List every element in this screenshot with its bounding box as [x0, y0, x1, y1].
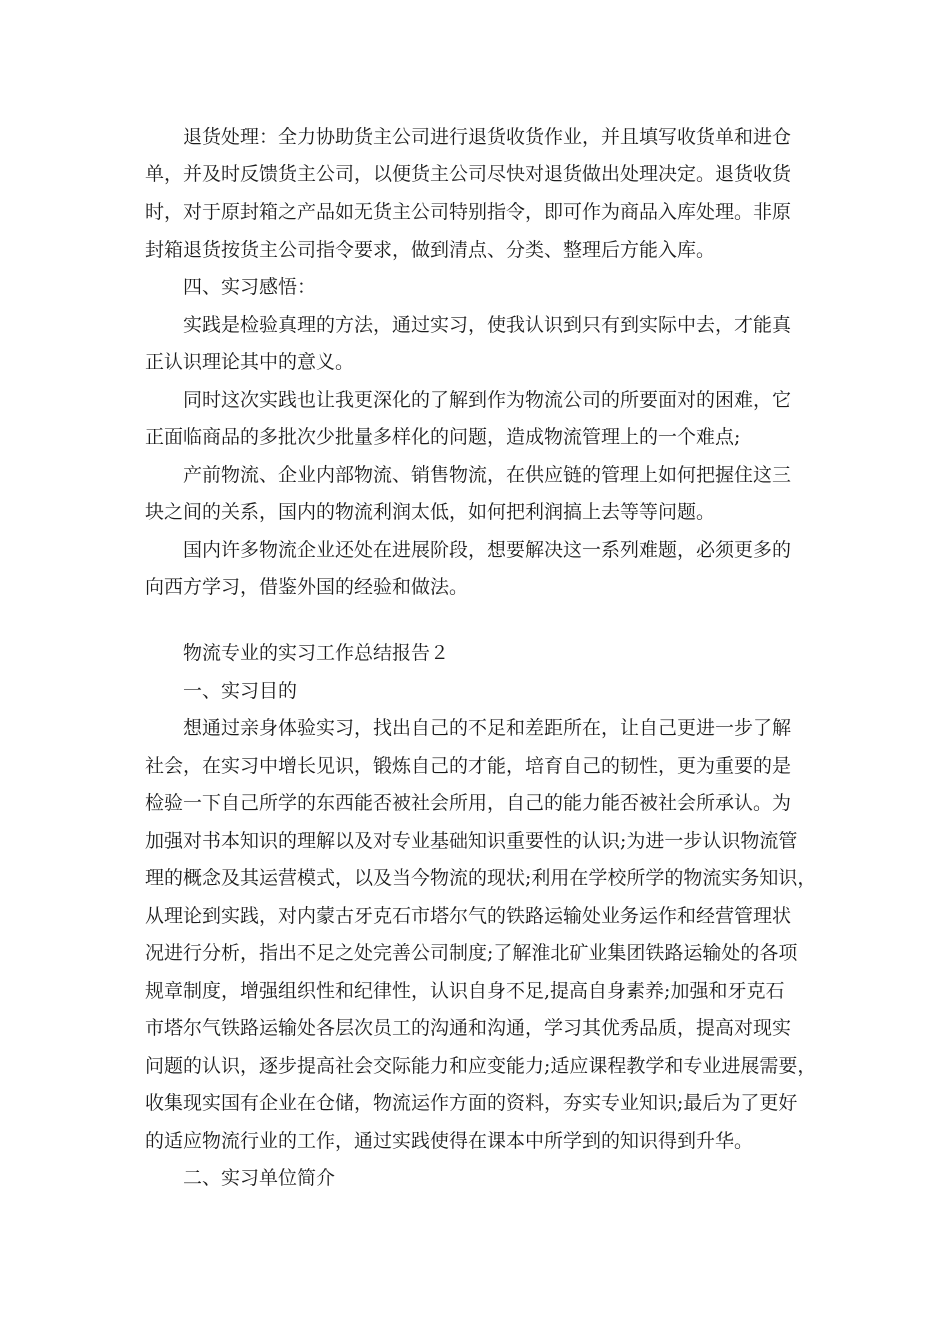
paragraph-difficulties: 同时这次实践也让我更深化的了解到作为物流公司的所要面对的困难，它: [183, 389, 792, 411]
paragraph-purpose: 想通过亲身体验实习，找出自己的不足和差距所在，让自己更进一步了解: [183, 717, 792, 739]
paragraph-return-processing: 退货处理：全力协助货主公司进行退货收货作业，并且填写收货单和进仓: [183, 126, 792, 148]
text-line: 的适应物流行业的工作，通过实践使得在课本中所学到的知识得到升华。: [145, 1130, 754, 1152]
text-line: 规章制度，增强组织性和纪律性，认识自身不足,提高自身素养;加强和牙克石: [145, 980, 785, 1002]
text-line: 加强对书本知识的理解以及对专业基础知识重要性的认识;为进一步认识物流管: [145, 830, 798, 852]
text-line: 社会，在实习中增长见识，锻炼自己的才能，培育自己的韧性，更为重要的是: [145, 755, 792, 777]
text-line: 时，对于原封箱之产品如无货主公司特别指令，即可作为商品入库处理。非原: [145, 201, 792, 223]
text-line: 从理论到实践，对内蒙古牙克石市塔尔气的铁路运输处业务运作和经营管理状: [145, 905, 792, 927]
text-line: 向西方学习，借鉴外国的经验和做法。: [145, 576, 469, 598]
paragraph-logistics-chain: 产前物流、企业内部物流、销售物流，在供应链的管理上如何把握住这三: [183, 464, 792, 486]
text-line: 检验一下自己所学的东西能否被社会所用，自己的能力能否被社会所承认。为: [145, 792, 792, 814]
section-heading-unit-intro: 二、实习单位简介: [183, 1167, 336, 1189]
text-line: 收集现实国有企业在仓储，物流运作方面的资料，夯实专业知识;最后为了更好: [145, 1092, 798, 1114]
text-line: 况进行分析，指出不足之处完善公司制度;了解淮北矿业集团铁路运输处的各项: [145, 942, 798, 964]
section-heading-purpose: 一、实习目的: [183, 680, 298, 702]
text-line: 问题的认识，逐步提高社会交际能力和应变能力;适应课程教学和专业进展需要，: [145, 1055, 817, 1077]
section-heading-internship-reflection: 四、实习感悟：: [183, 276, 317, 298]
paragraph-domestic-enterprises: 国内许多物流企业还处在进展阶段，想要解决这一系列难题，必须更多的: [183, 539, 792, 561]
text-line: 块之间的关系，国内的物流利润太低，如何把利润搞上去等等问题。: [145, 501, 716, 523]
report-title: 物流专业的实习工作总结报告２: [183, 642, 450, 664]
text-line: 正面临商品的多批次少批量多样化的问题，造成物流管理上的一个难点;: [145, 426, 741, 448]
text-line: 正认识理论其中的意义。: [145, 351, 355, 373]
paragraph-practice: 实践是检验真理的方法，通过实习，使我认识到只有到实际中去，才能真: [183, 314, 792, 336]
text-line: 市塔尔气铁路运输处各层次员工的沟通和沟通，学习其优秀品质，提高对现实: [145, 1017, 792, 1039]
text-line: 封箱退货按货主公司指令要求，做到清点、分类、整理后方能入库。: [145, 239, 716, 261]
text-line: 理的概念及其运营模式，以及当今物流的现状;利用在学校所学的物流实务知识，: [145, 867, 817, 889]
text-line: 单，并及时反馈货主公司，以便货主公司尽快对退货做出处理决定。退货收货: [145, 163, 792, 185]
